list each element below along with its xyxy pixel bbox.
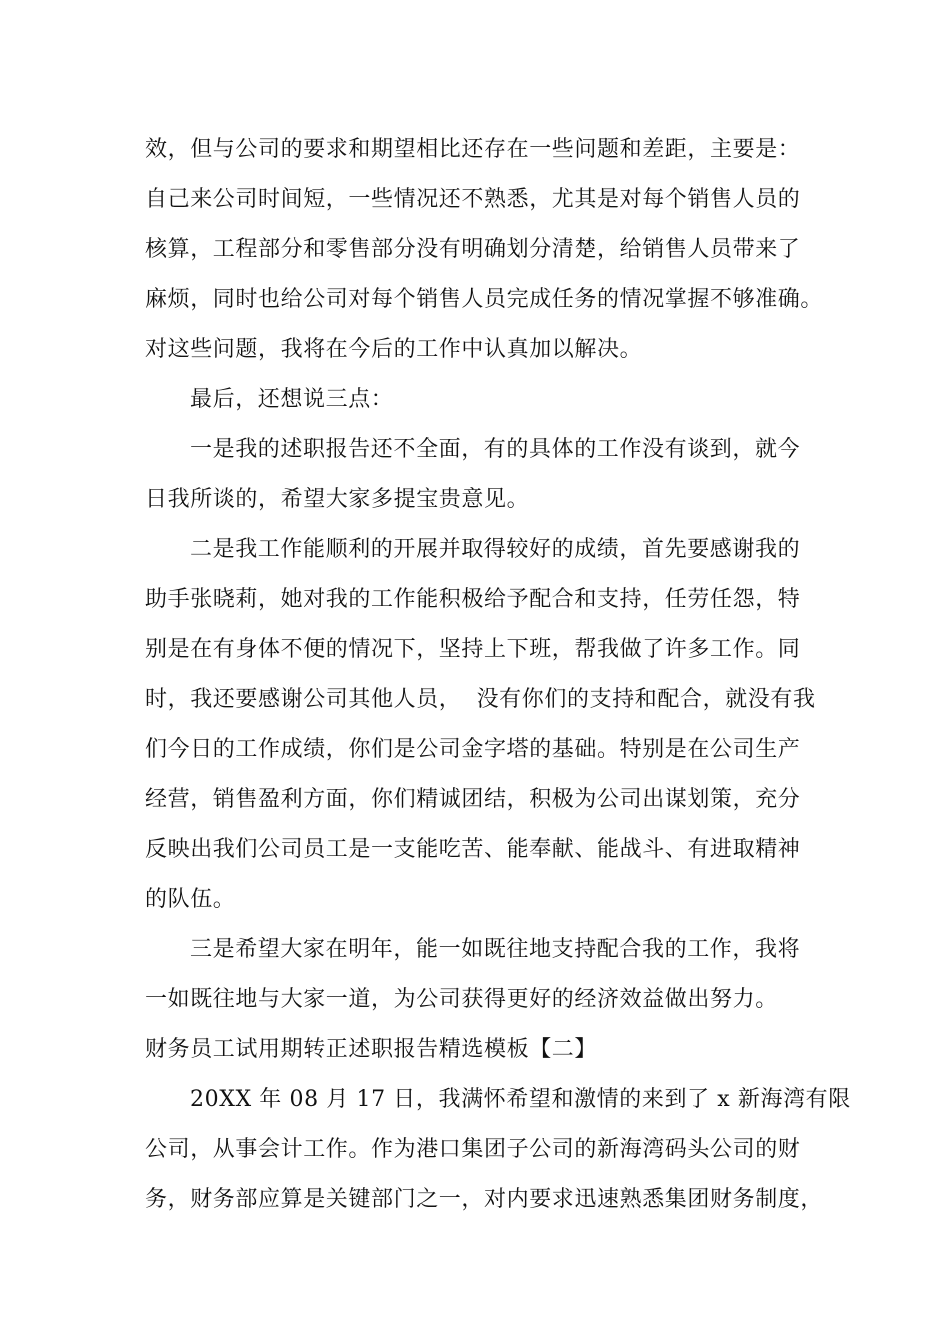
body-text-line: 对这些问题，我将在今后的工作中认真加以解决。 xyxy=(145,337,643,362)
paragraph-intro: 最后，还想说三点： xyxy=(190,387,394,412)
body-text-line: 时，我还要感谢公司其他人员， 没有你们的支持和配合，就没有我 xyxy=(145,687,816,712)
body-text-line: 一如既往地与大家一道，为公司获得更好的经济效益做出努力。 xyxy=(145,987,778,1012)
body-text-line: 别是在有身体不便的情况下，坚持上下班，帮我做了许多工作。同 xyxy=(145,637,801,662)
body-text-line: 们今日的工作成绩，你们是公司金字塔的基础。特别是在公司生产 xyxy=(145,737,801,762)
paragraph-point-one: 一是我的述职报告还不全面，有的具体的工作没有谈到，就今 xyxy=(190,437,801,462)
section-heading: 财务员工试用期转正述职报告精选模板【二】 xyxy=(145,1037,598,1062)
body-text-line: 的队伍。 xyxy=(145,887,236,912)
body-text-line: 务，财务部应算是关键部门之一，对内要求迅速熟悉集团财务制度， xyxy=(145,1187,824,1212)
body-text-line: 麻烦，同时也给公司对每个销售人员完成任务的情况掌握不够准确。 xyxy=(145,287,824,312)
body-text-line: 公司，从事会计工作。作为港口集团子公司的新海湾码头公司的财 xyxy=(145,1137,801,1162)
paragraph-point-two: 二是我工作能顺利的开展并取得较好的成绩，首先要感谢我的 xyxy=(190,537,801,562)
body-text-line: 效，但与公司的要求和期望相比还存在一些问题和差距，主要是： xyxy=(145,137,801,162)
body-text-line: 自己来公司时间短，一些情况还不熟悉，尤其是对每个销售人员的 xyxy=(145,187,801,212)
body-text-line: 反映出我们公司员工是一支能吃苦、能奉献、能战斗、有进取精神 xyxy=(145,837,801,862)
body-text-line: 经营，销售盈利方面，你们精诚团结，积极为公司出谋划策，充分 xyxy=(145,787,801,812)
paragraph-section-two-start: 20XX 年 08 月 17 日，我满怀希望和激情的来到了 x 新海湾有限 xyxy=(190,1087,851,1112)
body-text-line: 日我所谈的，希望大家多提宝贵意见。 xyxy=(145,487,530,512)
body-text-line: 助手张晓莉，她对我的工作能积极给予配合和支持，任劳任怨，特 xyxy=(145,587,801,612)
paragraph-point-three: 三是希望大家在明年，能一如既往地支持配合我的工作，我将 xyxy=(190,937,801,962)
body-text-line: 核算，工程部分和零售部分没有明确划分清楚，给销售人员带来了 xyxy=(145,237,801,262)
